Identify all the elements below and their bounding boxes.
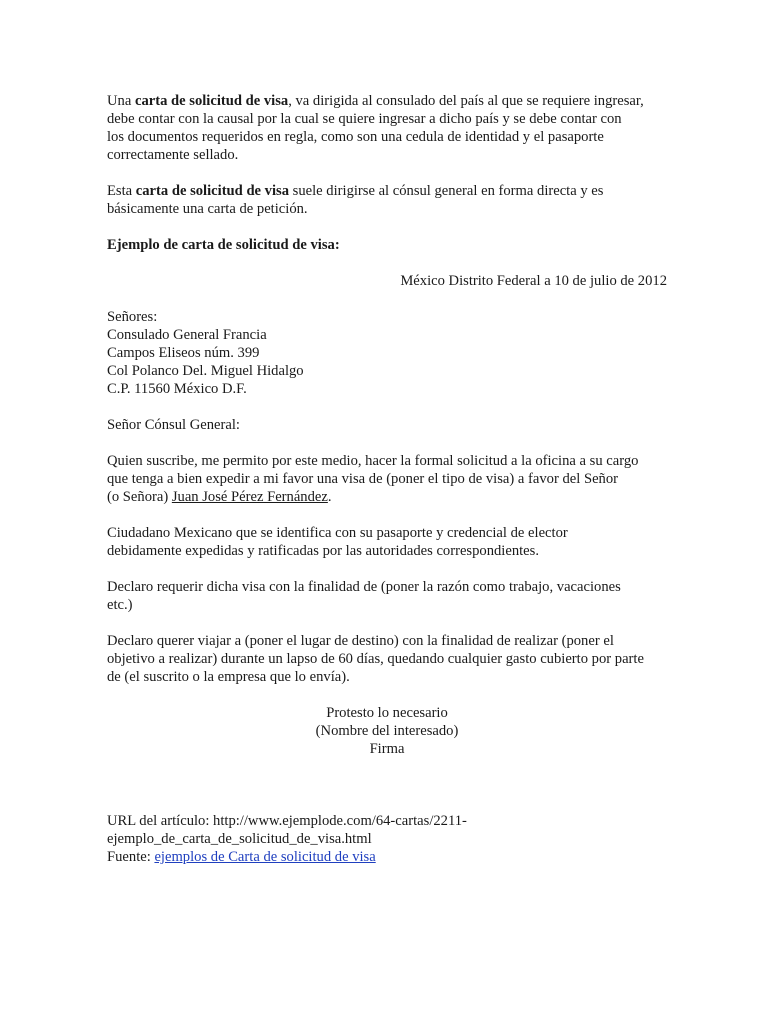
closing-line: Protesto lo necesario [326,705,448,721]
body-line: de (el suscrito o la empresa que lo envía). [107,669,350,685]
body-line: que tenga a bien expedir a mi favor una visa de (poner el tipo de visa) a favor del Señor [107,471,618,487]
article-url-line: ejemplo_de_carta_de_solicitud_de_visa.html [107,831,372,847]
source-link[interactable]: ejemplos de Carta de solicitud de visa [154,849,376,865]
body-line: etc.) [107,597,133,613]
text-run: Una [107,93,135,109]
address-line: Señores: [107,309,158,325]
body-line: Declaro querer viajar a (poner el lugar de destino) con la finalidad de realizar (poner el [107,633,614,649]
intro-line [107,92,667,110]
letter-body-2 [107,524,667,560]
intro-line: debe contar con la causal por la cual se quiere ingresar a dicho país y se debe contar con [107,111,622,127]
letter-date: México Distrito Federal a 10 de julio de 2012 [400,273,667,289]
intro-line: los documentos requeridos en regla, como son una cedula de identidad y el pasaporte [107,129,604,145]
closing-line: Firma [369,741,405,757]
source-label: Fuente: [107,849,155,865]
letter-salutation: Señor Cónsul General: [107,417,240,433]
text-run: Esta [107,183,136,199]
intro-line [107,182,667,200]
text-run: suele dirigirse al cónsul general en forma directa y es [289,183,604,199]
intro-line: básicamente una carta de petición. [107,201,308,217]
address-line: C.P. 11560 México D.F. [107,381,247,397]
intro-line: correctamente sellado. [107,147,239,163]
address-line: Campos Eliseos núm. 399 [107,345,260,361]
applicant-name: Juan José Pérez Fernández [171,489,328,505]
body-line: debidamente expedidas y ratificadas por las autoridades correspondientes. [107,543,539,559]
body-line [107,488,667,506]
address-line: Col Polanco Del. Miguel Hidalgo [107,363,304,379]
text-run: , va dirigida al consulado del país al que se requiere ingresar, [288,93,644,109]
intro-paragraph-2 [107,182,667,218]
text-run: . [327,489,332,505]
body-line: objetivo a realizar) durante un lapso de 60 días, quedando cualquier gasto cubierto por parte [107,651,644,667]
footer [107,812,667,866]
address-line: Consulado General Francia [107,327,267,343]
source-line [107,848,667,866]
document-page [107,92,667,866]
closing-line: (Nombre del interesado) [315,723,459,739]
bold-term: carta de solicitud de visa [135,183,290,199]
bold-term: carta de solicitud de visa [134,93,289,109]
body-line: Ciudadano Mexicano que se identifica con su pasaporte y credencial de elector [107,525,568,541]
example-heading: Ejemplo de carta de solicitud de visa: [107,237,340,253]
letter-body-4 [107,632,667,686]
letter-closing [107,704,667,758]
letter-address [107,308,667,398]
body-line: Quien suscribe, me permito por este medio, hacer la formal solicitud a la oficina a su cargo [107,453,639,469]
intro-paragraph-1 [107,92,667,164]
body-line: Declaro requerir dicha visa con la finalidad de (poner la razón como trabajo, vacaciones [107,579,621,595]
text-run: (o Señora) [107,489,172,505]
letter-body-3 [107,578,667,614]
article-url-line: URL del artículo: http://www.ejemplode.com/64-cartas/2211- [107,813,467,829]
letter-body-1 [107,452,667,506]
